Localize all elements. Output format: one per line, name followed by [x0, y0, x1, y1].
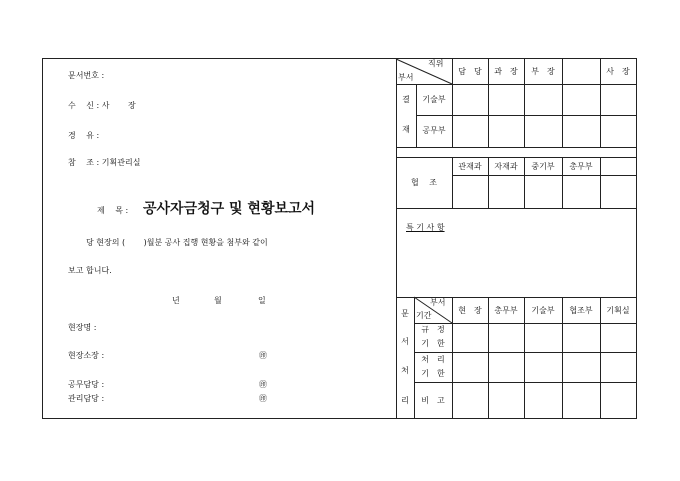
processing-dept-header: 부서: [430, 298, 446, 307]
proc-col-planning: 기획실: [606, 306, 630, 315]
site-manager-label: 현장소장 :: [68, 351, 105, 360]
approval-side-label-2: 재: [402, 125, 410, 134]
special-notes-label: 특 기 사 항: [406, 223, 445, 232]
subject-label: 제 목 :: [97, 206, 129, 215]
site-manager-seal: ㊞: [259, 351, 267, 360]
coop-dept-equipment: 중기부: [531, 162, 555, 171]
recipient-line: 수 신 : 사 장: [68, 101, 136, 110]
site-name-label: 현장명 :: [68, 323, 97, 332]
approval-dept-header: 부서: [398, 73, 414, 82]
cooperation-label: 협 조: [411, 178, 437, 187]
processing-side-label-1: 문: [401, 309, 409, 318]
reference-line: 참 조 : 기획관리실: [68, 158, 141, 167]
doc-number-label: 문서번호 :: [68, 71, 105, 80]
row-regulation-deadline-line1: 규 정: [421, 325, 445, 334]
engineering-staff-seal: ㊞: [259, 380, 267, 389]
position-staff: 담 당: [458, 67, 482, 76]
processing-side-label-2: 서: [401, 337, 409, 346]
position-section-chief: 과 장: [494, 67, 518, 76]
proc-col-cooperation: 협조부: [569, 306, 593, 315]
processing-side-label-4: 리: [401, 396, 409, 405]
document-title: 공사자금청구 및 현황보고서: [143, 201, 316, 217]
proc-col-engineering: 기술부: [531, 306, 555, 315]
body-line-1: 당 현장의 ( )월분 공사 집행 현황을 첨부와 같이: [86, 238, 268, 247]
admin-staff-seal: ㊞: [259, 394, 267, 403]
proc-col-site: 현 장: [458, 306, 482, 315]
processing-period-header: 기간: [416, 311, 432, 320]
row-remarks: 비 고: [421, 396, 445, 405]
date-day-label: 일: [258, 296, 266, 305]
row-regulation-deadline-line2: 기 한: [421, 339, 445, 348]
row-processing-deadline-line1: 처 리: [421, 355, 445, 364]
engineering-staff-label: 공무담당 :: [68, 380, 105, 389]
coop-dept-general-affairs: 총무부: [569, 162, 593, 171]
approval-position-header: 직위: [428, 59, 444, 68]
admin-staff-label: 관리담당 :: [68, 394, 105, 403]
row-processing-deadline-line2: 기 한: [421, 369, 445, 378]
via-label: 경 유 :: [68, 131, 100, 140]
dept-construction: 공무부: [422, 126, 446, 135]
position-president: 사 장: [606, 67, 630, 76]
proc-col-general-affairs: 총무부: [494, 306, 518, 315]
coop-dept-asset: 관재과: [458, 162, 482, 171]
approval-panel: [396, 59, 636, 418]
position-dept-head: 부 장: [531, 67, 555, 76]
processing-side-label-3: 처: [401, 366, 409, 375]
date-year-label: 년: [172, 296, 180, 305]
approval-side-label-1: 결: [402, 95, 410, 104]
body-line-2: 보고 합니다.: [68, 266, 112, 275]
date-month-label: 월: [214, 296, 222, 305]
coop-dept-materials: 자재과: [494, 162, 518, 171]
dept-engineering: 기술부: [422, 95, 446, 104]
